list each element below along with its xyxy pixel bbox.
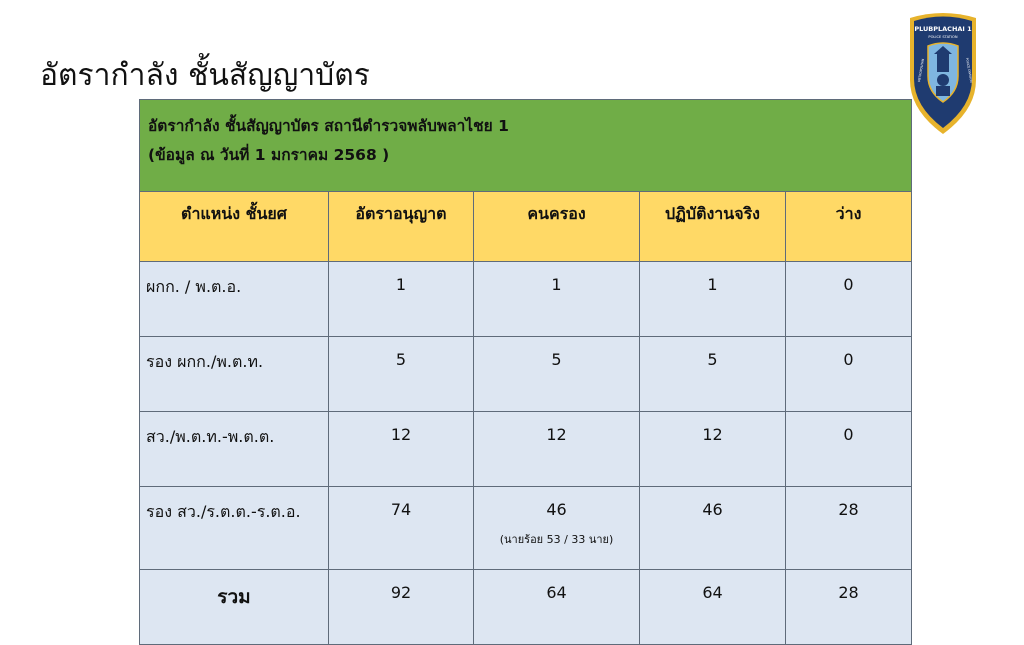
badge-left-ring-text: METROPOLITAN [917, 58, 926, 83]
held-note: (นายร้อย 53 / 33 นาย) [499, 533, 614, 546]
vacant-cell: 28 [786, 487, 912, 570]
table-row [140, 487, 912, 570]
actual-cell: 46 [640, 487, 786, 570]
held-value: 46 [546, 500, 567, 519]
allowed-cell: 1 [329, 262, 474, 337]
actual-cell: 1 [640, 262, 786, 337]
allowed-cell: 5 [329, 337, 474, 412]
column-header: ตำแหน่ง ชั้นยศ [140, 192, 329, 262]
total-label: รวม [140, 570, 329, 645]
badge-right-ring-text: POLICE DIVISION [965, 57, 974, 83]
column-header: อัตราอนุญาต [329, 192, 474, 262]
column-header: ปฏิบัติงานจริง [640, 192, 786, 262]
total-held: 64 [474, 570, 640, 645]
table-title: อัตรากำลัง ชั้นสัญญาบัตร สถานีตำรวจพลับพลาไชย 1 [148, 117, 509, 135]
total-actual: 64 [640, 570, 786, 645]
rank-cell: ผกก. / พ.ต.อ. [140, 262, 329, 337]
actual-cell: 5 [640, 337, 786, 412]
held-cell: 1 [474, 262, 640, 337]
column-header: คนครอง [474, 192, 640, 262]
badge-sub-text: POLICE STATION [928, 35, 958, 39]
total-allowed: 92 [329, 570, 474, 645]
rank-cell: รอง สว./ร.ต.ต.-ร.ต.อ. [140, 487, 329, 570]
police-station-badge-logo [906, 10, 980, 136]
table-date-note: (ข้อมูล ณ วันที่ 1 มกราคม 2568 ) [148, 146, 390, 164]
slide-title: อัตรากำลัง ชั้นสัญญาบัตร [40, 58, 370, 93]
vacant-cell: 0 [786, 262, 912, 337]
badge-top-text: PLUBPLACHAI 1 [914, 25, 972, 33]
actual-cell: 12 [640, 412, 786, 487]
manpower-table [139, 99, 912, 645]
held-cell: 12 [474, 412, 640, 487]
allowed-cell: 12 [329, 412, 474, 487]
vacant-cell: 0 [786, 412, 912, 487]
table-title-row [140, 100, 912, 192]
rank-cell: รอง ผกก./พ.ต.ท. [140, 337, 329, 412]
rank-cell: สว./พ.ต.ท.-พ.ต.ต. [140, 412, 329, 487]
total-vacant: 28 [786, 570, 912, 645]
held-cell-with-note [474, 487, 640, 570]
vacant-cell: 0 [786, 337, 912, 412]
held-cell: 5 [474, 337, 640, 412]
table-row [140, 337, 912, 412]
column-header-row [140, 192, 912, 262]
table-row [140, 262, 912, 337]
table-title-cell [140, 100, 912, 192]
column-header: ว่าง [786, 192, 912, 262]
table-row [140, 412, 912, 487]
total-row [140, 570, 912, 645]
allowed-cell: 74 [329, 487, 474, 570]
